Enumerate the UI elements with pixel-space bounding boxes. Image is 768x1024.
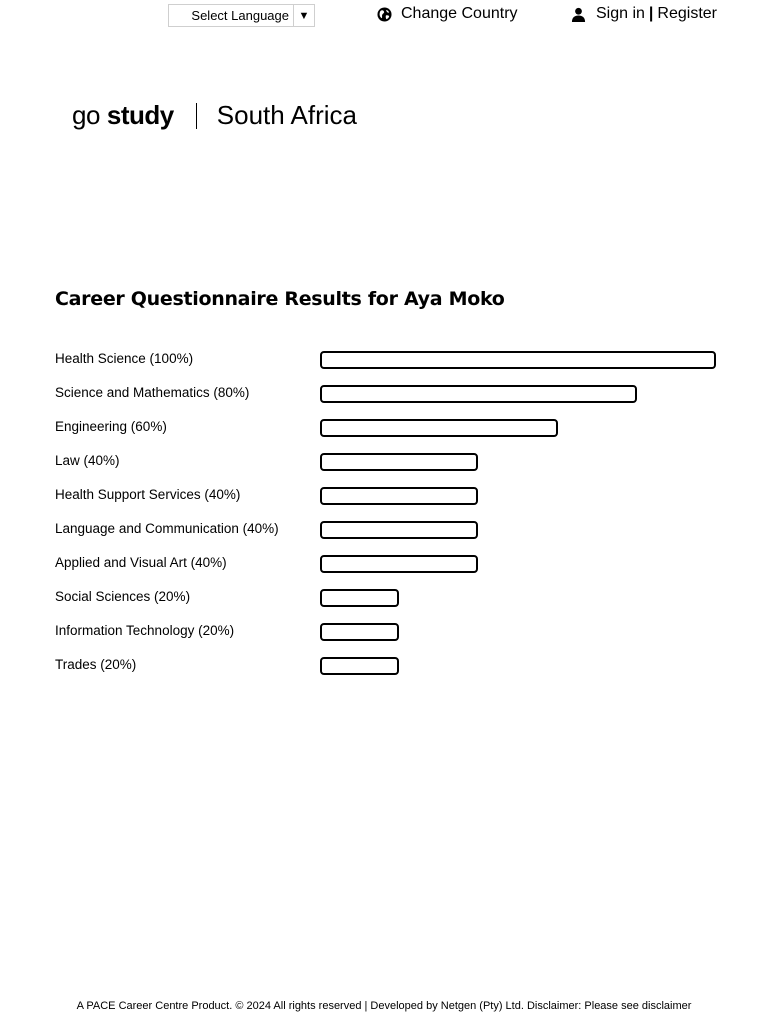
logo-divider [196,103,197,129]
result-row [55,384,735,404]
result-bar [320,487,478,505]
result-row [55,418,735,438]
language-select-value: Select Language [191,8,289,23]
result-bar [320,521,478,539]
language-select[interactable] [168,4,315,27]
result-row [55,486,735,506]
result-bar [320,453,478,471]
result-label: Information Technology (20%) [55,623,235,638]
result-row [55,350,735,370]
result-label: Trades (20%) [55,657,137,672]
result-bar [320,589,399,607]
result-row [55,588,735,608]
page-title: Career Questionnaire Results for Aya Moko [55,288,505,310]
result-label: Law (40%) [55,453,120,468]
top-bar [0,0,768,34]
result-row [55,656,735,676]
register-link[interactable]: Register [657,5,717,22]
result-label: Health Support Services (40%) [55,487,241,502]
result-bar [320,419,558,437]
result-bar [320,385,637,403]
footer-text: A PACE Career Centre Product. © 2024 All rights reserved | Developed by Netgen (Pty) Ltd. Disclaimer: Please see disclaimer [76,1000,692,1012]
result-label: Language and Communication (40%) [55,521,279,536]
result-label: Applied and Visual Art (40%) [55,555,227,570]
logo-country-text: South Africa [216,100,357,130]
result-bar [320,623,399,641]
account-separator: | [648,5,654,22]
site-logo[interactable] [72,100,357,131]
result-label: Social Sciences (20%) [55,589,191,604]
result-row [55,554,735,574]
globe-icon [377,7,392,22]
user-icon [571,7,586,22]
dropdown-arrow-icon: ▼ [293,5,314,26]
result-label: Engineering (60%) [55,419,167,434]
sign-in-link[interactable]: Sign in [596,5,645,22]
logo-study-text: study [106,100,174,130]
change-country-label: Change Country [401,5,518,22]
result-label: Health Science (100%) [55,351,194,366]
account-links [571,5,717,23]
result-bar [320,657,399,675]
result-label: Science and Mathematics (80%) [55,385,250,400]
result-row [55,452,735,472]
logo-go-text: go [72,100,100,130]
change-country-link[interactable] [377,5,518,23]
result-bar [320,555,478,573]
result-bar [320,351,716,369]
result-row [55,520,735,540]
result-row [55,622,735,642]
